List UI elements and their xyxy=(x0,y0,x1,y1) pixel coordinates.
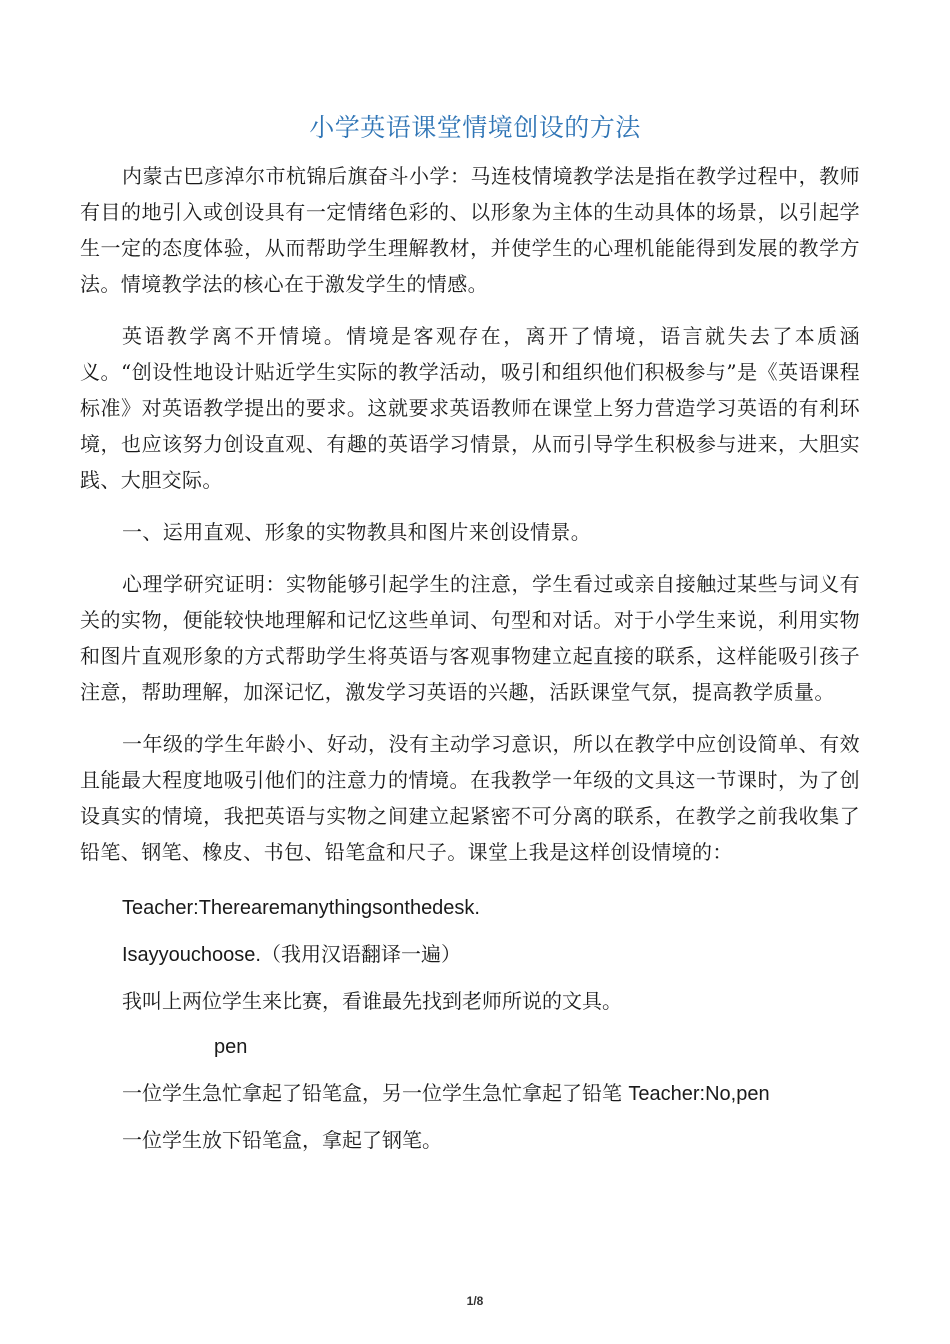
grab-line xyxy=(80,1075,860,1112)
word-pen: pen xyxy=(214,1036,248,1058)
paragraph-psychology: 心理学研究证明：实物能够引起学生的注意，学生看过或亲自接触过某些与词义有关的实物，便能较快地理解和记忆这些单词、句型和对话。对于小学生来说，利用实物和图片直观形象的方式帮助学生将英语与客观事物建立起直接的联系，这样能吸引孩子注意，帮助理解，加深记忆，激发学习英语的兴趣，活跃课堂气氛，提高教学质量。 xyxy=(80,572,860,704)
page-number: 1/8 xyxy=(466,1294,484,1308)
compete-line: 我叫上两位学生来比赛，看谁最先找到老师所说的文具。 xyxy=(122,989,622,1013)
say-line xyxy=(80,936,860,973)
grab-line-english: Teacher:No,pen xyxy=(628,1083,770,1105)
teacher-line: Teacher:Therearemanythingsonthedesk. xyxy=(122,897,480,919)
paragraph-situation: 英语教学离不开情境。情境是客观存在，离开了情境，语言就失去了本质涵义。“创设性地设计贴近学生实际的教学活动，吸引和组织他们积极参与”是《英语课程标准》对英语教学提出的要求。这就要求英语教师在课堂上努力营造学习英语的有利环境，也应该努力创设直观、有趣的英语学习情景，从而引导学生积极参与进来，大胆实践、大胆交际。 xyxy=(80,324,860,492)
grab-line-chinese: 一位学生急忙拿起了铅笔盒，另一位学生急忙拿起了铅笔 xyxy=(122,1081,622,1105)
say-line-chinese: （我用汉语翻译一遍） xyxy=(260,942,461,966)
page-title: 小学英语课堂情境创设的方法 xyxy=(309,113,641,142)
section-heading-1: 一、运用直观、形象的实物教具和图片来创设情景。 xyxy=(122,520,592,544)
paragraph-first-grade: 一年级的学生年龄小、好动，没有主动学习意识，所以在教学中应创设简单、有效且能最大程度地吸引他们的注意力的情境。在我教学一年级的文具这一节课时，为了创设真实的情境，我把英语与实物之间建立起紧密不可分离的联系，在教学之前我收集了铅笔、钢笔、橡皮、书包、铅笔盒和尺子。课堂上我是这样创设情境的： xyxy=(80,732,860,864)
say-line-english: Isayyouchoose. xyxy=(122,944,261,966)
last-line: 一位学生放下铅笔盒，拿起了钢笔。 xyxy=(122,1128,442,1152)
paragraph-intro: 内蒙古巴彦淖尔市杭锦后旗奋斗小学：马连枝情境教学法是指在教学过程中，教师有目的地引入或创设具有一定情绪色彩的、以形象为主体的生动具体的场景，以引起学生一定的态度体验，从而帮助学生理解教材，并使学生的心理机能能得到发展的教学方法。情境教学法的核心在于激发学生的情感。 xyxy=(80,164,860,296)
document-body xyxy=(80,158,860,1168)
